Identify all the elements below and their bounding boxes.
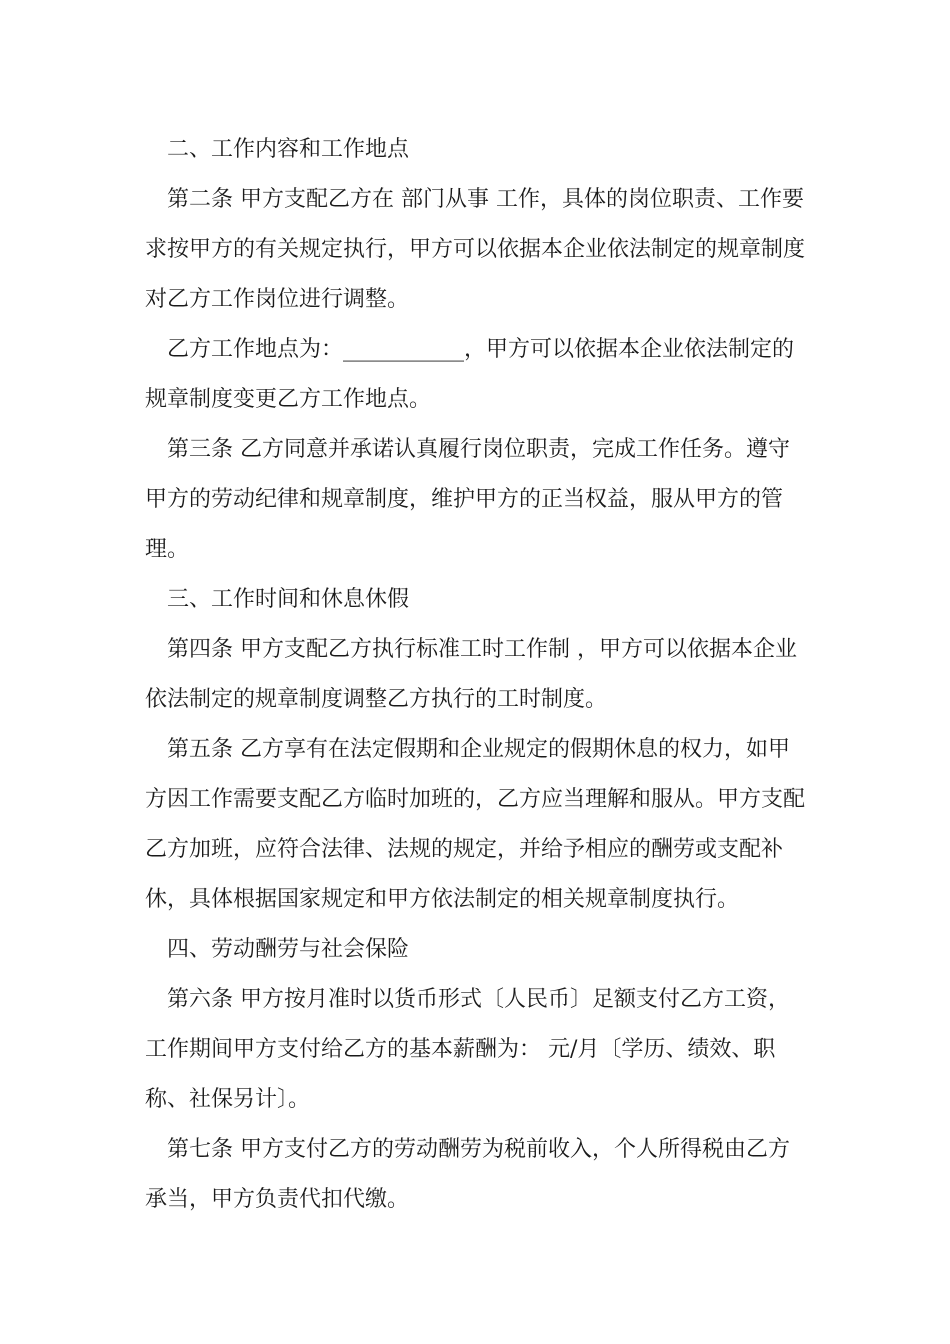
work-location-paragraph: 乙方工作地点为：___________，甲方可以依据本企业依法制定的规章制度变更乙方工作地点。 (145, 337, 795, 412)
article-7-paragraph: 第七条 甲方支付乙方的劳动酬劳为税前收入，个人所得税由乙方承当，甲方负责代扣代缴。 (145, 1137, 790, 1212)
article-6-paragraph: 第六条 甲方按月准时以货币形式〔人民币〕足额支付乙方工资，工作期间甲方支付给乙方的基本薪酬为： 元/月〔学历、绩效、职称、社保另计〕。 (145, 987, 790, 1112)
section-heading-work-hours: 三、工作时间和休息休假 (167, 587, 410, 612)
article-4-paragraph: 第四条 甲方支配乙方执行标准工时工作制 ，甲方可以依据本企业依法制定的规章制度调整乙方执行的工时制度。 (145, 637, 797, 712)
article-3-paragraph: 第三条 乙方同意并承诺认真履行岗位职责，完成工作任务。遵守甲方的劳动纪律和规章制度，维护甲方的正当权益，服从甲方的管理。 (145, 437, 790, 562)
article-5-paragraph: 第五条 乙方享有在法定假期和企业规定的假期休息的权力，如甲方因工作需要支配乙方临时加班的，乙方应当理解和服从。甲方支配乙方加班，应符合法律、法规的规定，并给予相应的酬劳或支配补休，具体根据国家规定和甲方依法制定的相关规章制度执行。 (145, 737, 806, 912)
article-2-paragraph: 第二条 甲方支配乙方在 部门从事 工作，具体的岗位职责、工作要求按甲方的有关规定执行，甲方可以依据本企业依法制定的规章制度对乙方工作岗位进行调整。 (145, 187, 806, 312)
document-body (145, 125, 810, 1225)
section-heading-work-content: 二、工作内容和工作地点 (167, 137, 410, 162)
section-heading-compensation: 四、劳动酬劳与社会保险 (167, 937, 410, 962)
